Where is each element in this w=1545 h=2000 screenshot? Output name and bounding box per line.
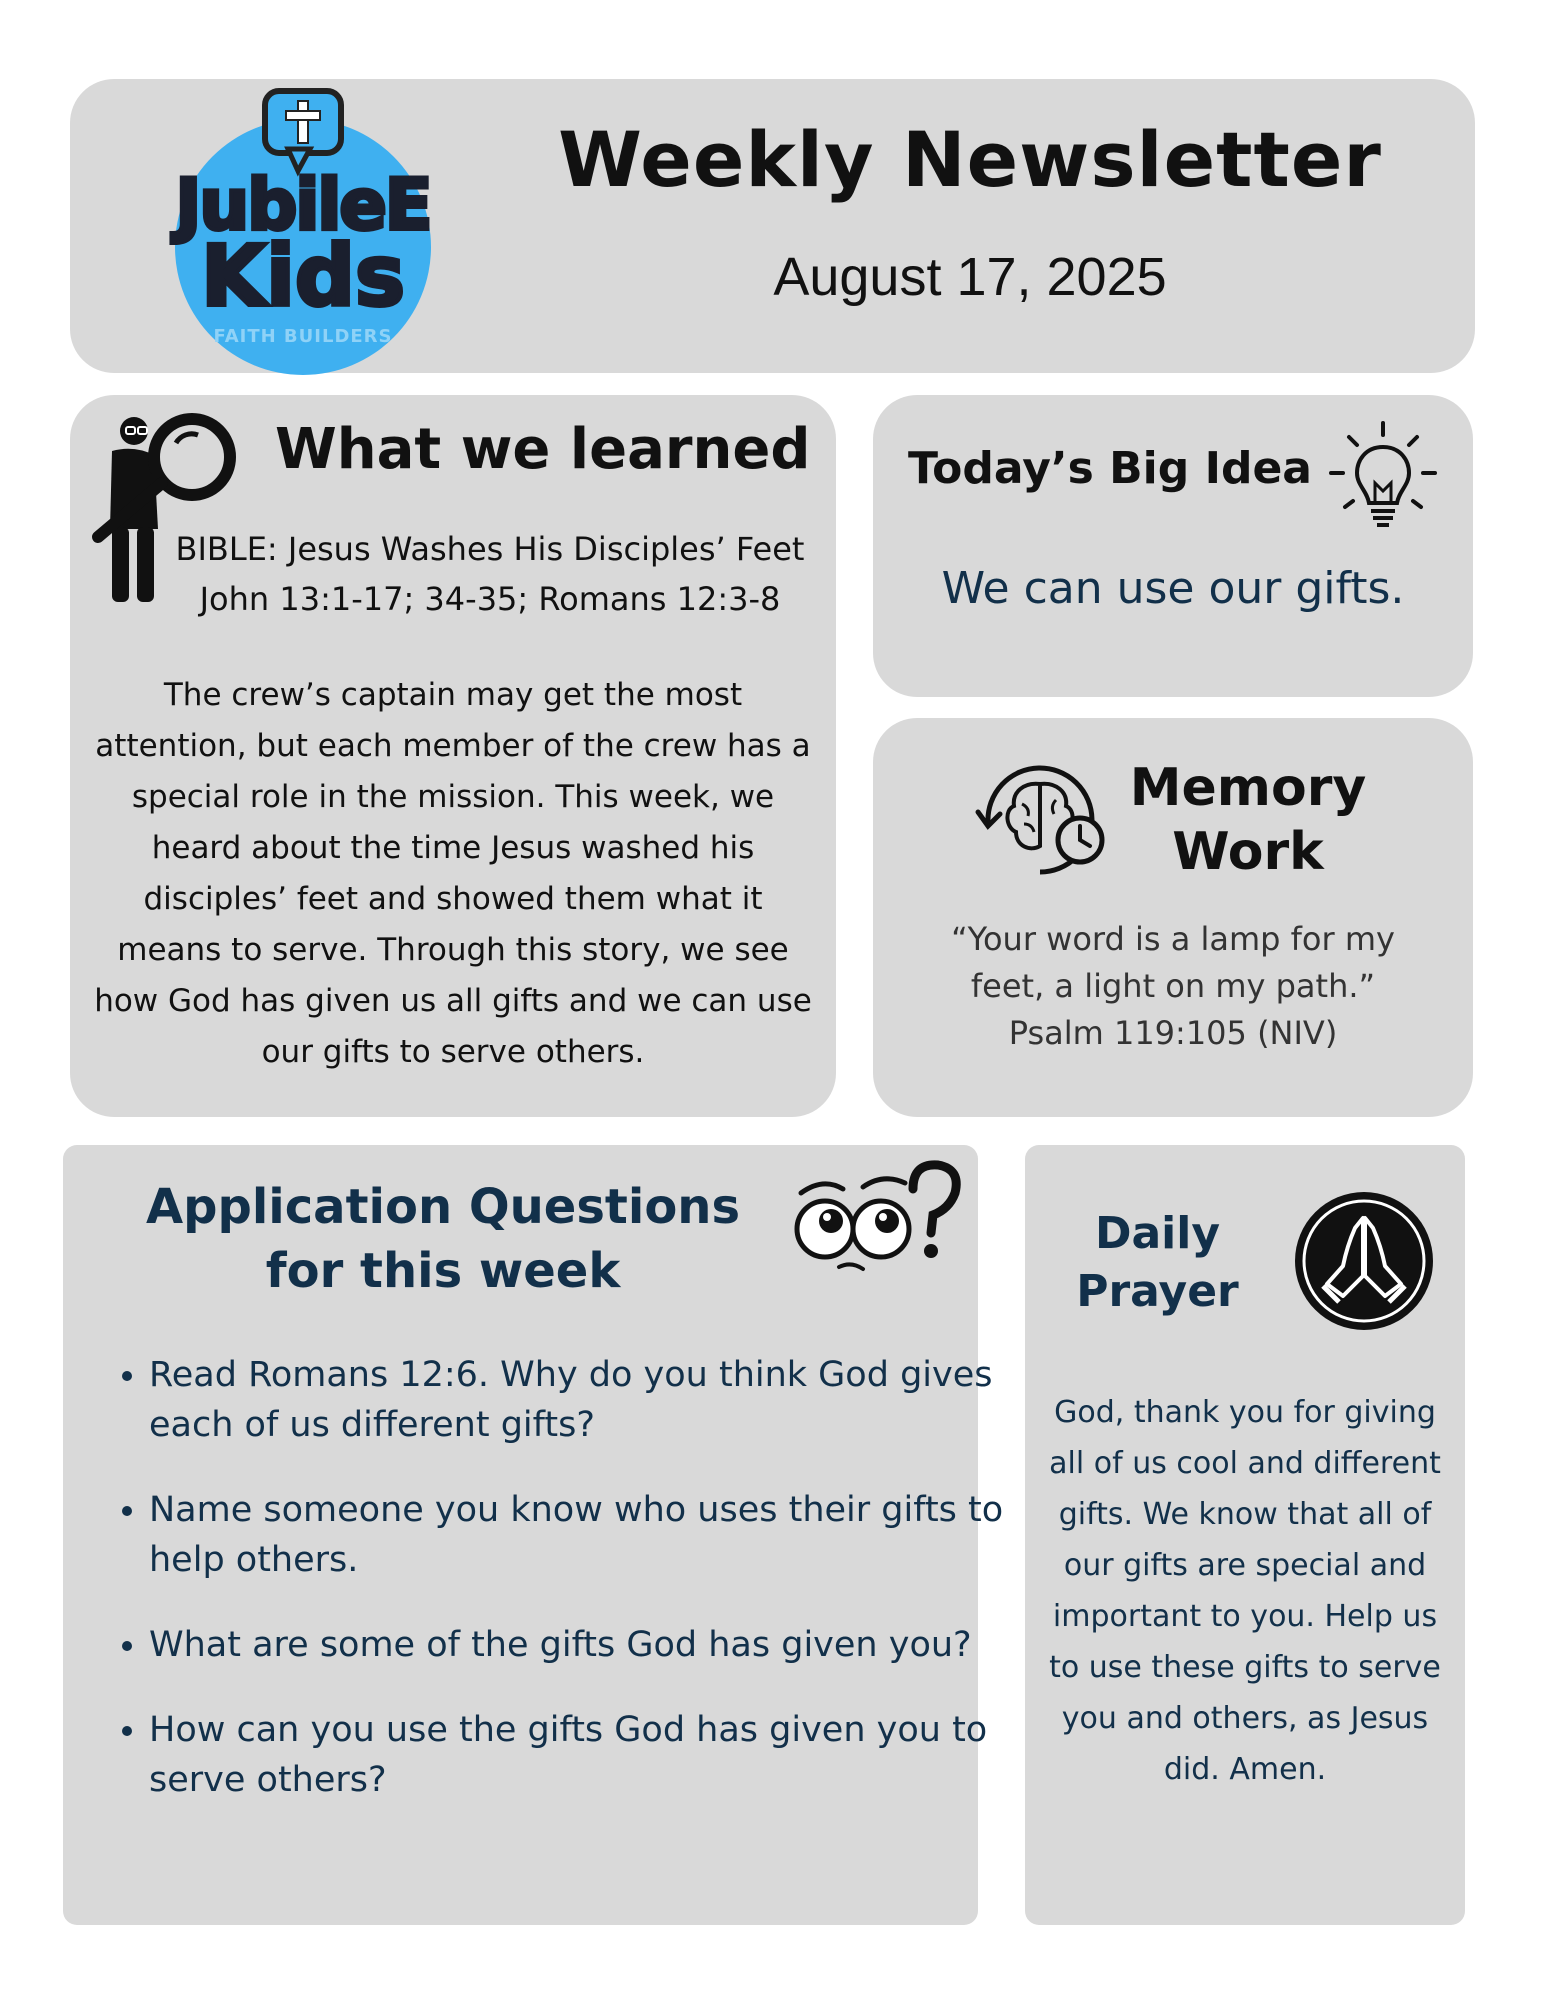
newsletter-title: Weekly Newsletter [558, 115, 1382, 204]
application-title-line2: for this week [265, 1243, 621, 1299]
jubilee-kids-logo [138, 87, 468, 377]
application-questions-panel [63, 1145, 1004, 1925]
application-title-line1: Application Questions [145, 1179, 741, 1235]
memory-title [1123, 756, 1373, 884]
brain-clock-icon [968, 754, 1113, 884]
application-question-list [103, 1350, 1009, 1840]
application-title [143, 1175, 743, 1303]
learned-title: What we learned [275, 417, 811, 482]
prayer-title-line1: Daily [1094, 1208, 1221, 1259]
prayer-title [1045, 1205, 1270, 1321]
logo-line2: Kids [200, 227, 406, 325]
list-item: • Name someone you know who uses their gifts to help others. [149, 1485, 1009, 1585]
big-idea-panel [873, 395, 1473, 697]
header-panel [70, 79, 1475, 373]
list-item: • How can you use the gifts God has given you to serve others? [149, 1705, 1009, 1805]
memory-quote-line2: feet, a light on my path.” [970, 967, 1376, 1005]
thinking-eyes-question-icon [783, 1159, 963, 1279]
what-we-learned-panel [70, 395, 836, 1117]
memory-verse [893, 916, 1453, 1057]
big-idea-title: Today’s Big Idea [908, 443, 1312, 494]
learned-body: The crew’s captain may get the most attention, but each member of the crew has a special role in the mission. This week, we heard about the time Jesus washed his disciples’ feet and showed them what it means to serve. Through this story, we see how God has given us all gifts and we can use our gifts to serve others. [94, 677, 812, 1070]
memory-work-panel [873, 718, 1473, 1117]
lightbulb-icon [1323, 417, 1443, 537]
daily-prayer-panel [1025, 1145, 1465, 1925]
newsletter-date: August 17, 2025 [773, 247, 1167, 307]
memory-title-line1: Memory [1129, 758, 1367, 818]
magnifying-glass-person-icon [82, 409, 252, 609]
prayer-title-line2: Prayer [1076, 1266, 1239, 1317]
bible-story: BIBLE: Jesus Washes His Disciples’ Feet [175, 530, 805, 568]
memory-quote-line1: “Your word is a lamp for my [951, 920, 1395, 958]
logo-line1: JubileE [175, 164, 431, 246]
big-idea-text: We can use our gifts. [941, 563, 1405, 614]
bible-references: John 13:1-17; 34-35; Romans 12:3-8 [199, 580, 781, 618]
prayer-body: God, thank you for giving all of us cool and different gifts. We know that all of our gifts are special and important to you. Help us to use these gifts to serve you and others, as Jesus did. Amen. [1049, 1395, 1441, 1787]
praying-hands-icon [1293, 1190, 1435, 1332]
list-item: • Read Romans 12:6. Why do you think God gives each of us different gifts? [149, 1350, 1009, 1450]
memory-title-line2: Work [1172, 822, 1324, 882]
logo-tagline: FAITH BUILDERS [213, 326, 393, 347]
list-item: • What are some of the gifts God has given you? [149, 1620, 1009, 1670]
memory-reference: Psalm 119:105 (NIV) [1008, 1014, 1338, 1052]
